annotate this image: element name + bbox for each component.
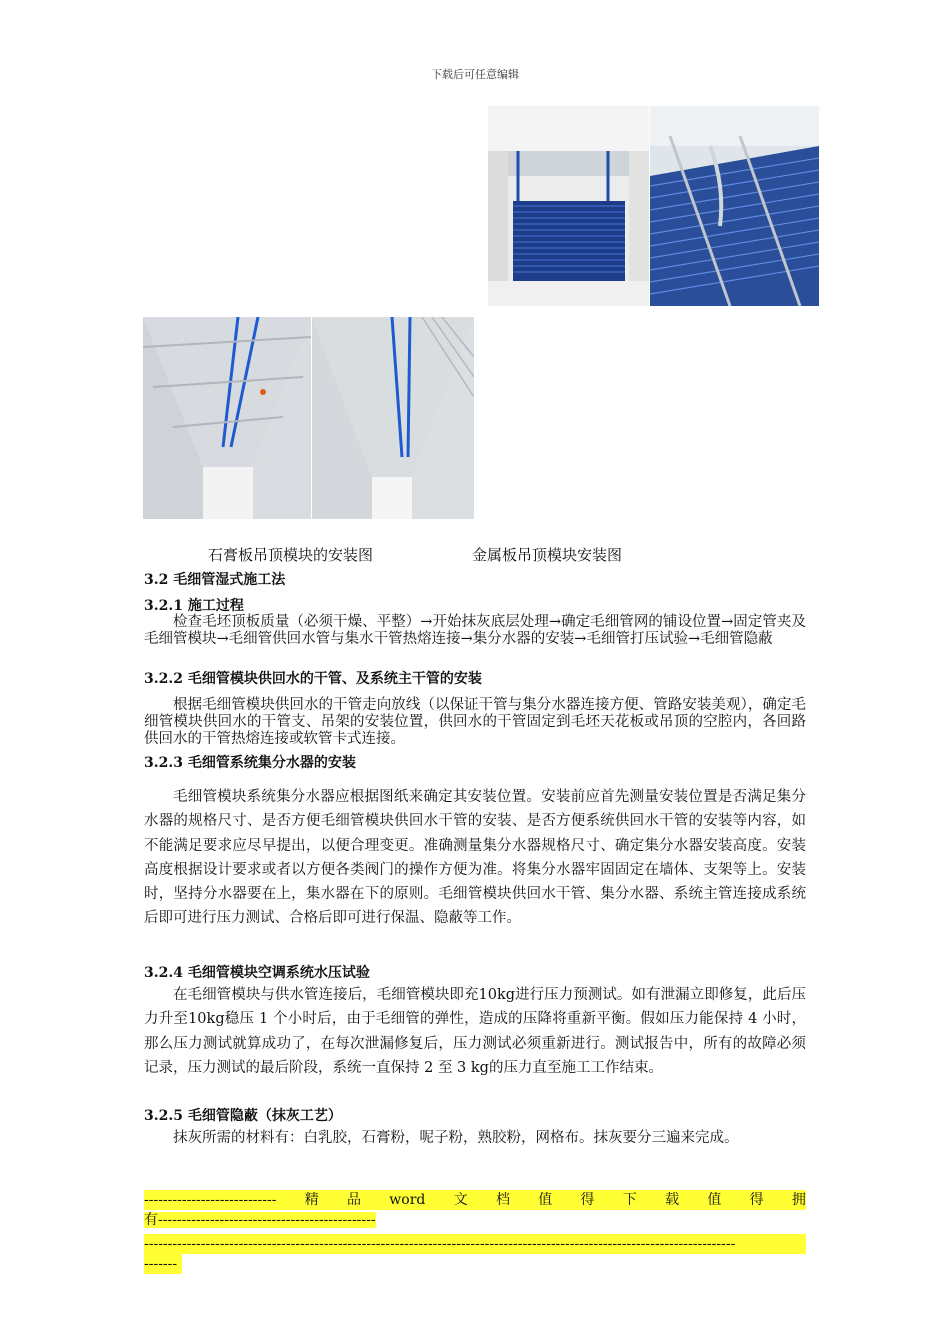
section-3-2-5-body: 抹灰所需的材料有：白乳胶，石膏粉，呢子粉，熟胶粉，网格布。抹灰要分三遍来完成。 bbox=[173, 1130, 739, 1146]
photo-gypsum-corridor bbox=[143, 317, 311, 519]
footer-word-10: 得 bbox=[749, 1192, 764, 1208]
footer-banner bbox=[144, 1190, 806, 1274]
footer-row-2-text: 有---------------------------------------------- bbox=[144, 1212, 376, 1228]
footer-word-9: 值 bbox=[707, 1192, 722, 1208]
photo-metal-corridor-graphic bbox=[312, 317, 474, 519]
section-3-2-4-body: 在毛细管模块与供水管连接后，毛细管模块即充10kg进行压力预测试。如有泄漏立即修复，此后压力升至10kg稳压 1 个小时后，由于毛细管的弹性，造成的压降将重新平衡。假如压力能保持 4 小时，那么压力测试就算成功了，在每次泄漏修复后，压力测试必须重新进行。测试报告中，所有的故障必须记录，压力测试的最后阶段，系统一直保持 2 至 3 kg的压力直至施工工作结束。 bbox=[144, 987, 806, 1076]
section-3-2-1-body: 检查毛坯顶板质量（必须干燥、平整）→开始抹灰底层处理→确定毛细管网的铺设位置→固定管夹及毛细管模块→毛细管供回水管与集水干管热熔连接→集分水器的安装→毛细管打压试验→毛细管隐蔽 bbox=[144, 614, 806, 647]
footer-word-2: word bbox=[389, 1192, 426, 1208]
section-3-2-2-heading: 3.2.2 毛细管模块供回水的干管、及系统主干管的安装 bbox=[144, 671, 482, 687]
section-3-2-3-heading: 3.2.3 毛细管系统集分水器的安装 bbox=[144, 755, 356, 771]
section-3-2-2-body: 根据毛细管模块供回水的干管走向放线（以保证干管与集分水器连接方便、管路安装美观），确定毛细管模块供回水的干管支、吊架的安装位置，供回水的干管固定到毛坯天花板或吊顶的空腔内，各回路供回水的干管热熔连接或软管卡式连接。 bbox=[144, 697, 806, 747]
footer-row-1 bbox=[144, 1190, 806, 1210]
section-3-2-5-heading: 3.2.5 毛细管隐蔽（抹灰工艺） bbox=[144, 1108, 342, 1124]
section-3-2-heading: 3.2 毛细管湿式施工法 bbox=[144, 572, 286, 588]
photo-metal-ceiling-pipes bbox=[650, 106, 819, 306]
caption-gypsum: 石膏板吊顶模块的安装图 bbox=[208, 546, 374, 564]
page-header: 下载后可任意编辑 bbox=[431, 68, 519, 81]
footer-word-6: 得 bbox=[580, 1192, 595, 1208]
footer-word-0: 精 bbox=[304, 1192, 319, 1208]
footer-row-3: ----------------------------------------------------------------------------------------------------------------------------- bbox=[144, 1234, 806, 1254]
footer-word-5: 值 bbox=[538, 1192, 553, 1208]
footer-word-7: 下 bbox=[622, 1192, 637, 1208]
section-3-2-3-body: 毛细管模块系统集分水器应根据图纸来确定其安装位置。安装前应首先测量安装位置是否满足集分水器的规格尺寸、是否方便毛细管模块供回水干管的安装、是否方便系统供回水干管的安装等内容，如不能满足要求应尽早提出，以便合理变更。准确测量集分水器规格尺寸、确定集分水器安装高度。安装高度根据设计要求或者以方便各类阀门的操作方便为准。将集分水器牢固固定在墙体、支架等上。安装时，坚持分水器要在上，集水器在下的原则。毛细管模块供回水干管、集分水器、系统主管连接成系统后即可进行压力测试、合格后即可进行保温、隐蔽等工作。 bbox=[144, 789, 806, 927]
photo-metal-ceiling-pipes-graphic bbox=[650, 106, 819, 306]
photo-gypsum-ceiling-opening-graphic bbox=[488, 106, 649, 306]
footer-row-2 bbox=[144, 1210, 806, 1230]
footer-row-4: ------- bbox=[144, 1254, 182, 1274]
photo-gypsum-ceiling-opening bbox=[488, 106, 649, 306]
section-3-2-4-heading: 3.2.4 毛细管模块空调系统水压试验 bbox=[144, 965, 370, 981]
footer-word-11: 拥 bbox=[791, 1192, 806, 1208]
footer-word-8: 载 bbox=[665, 1192, 680, 1208]
photo-gypsum-corridor-graphic bbox=[143, 317, 311, 519]
caption-metal: 金属板吊顶模块安装图 bbox=[472, 546, 623, 564]
photo-metal-corridor bbox=[312, 317, 474, 519]
section-3-2-1-heading: 3.2.1 施工过程 bbox=[144, 598, 244, 614]
footer-word-1: 品 bbox=[347, 1192, 362, 1208]
footer-dashes-left: ---------------------------- bbox=[144, 1192, 277, 1208]
footer-word-4: 档 bbox=[495, 1192, 510, 1208]
footer-word-3: 文 bbox=[453, 1192, 468, 1208]
